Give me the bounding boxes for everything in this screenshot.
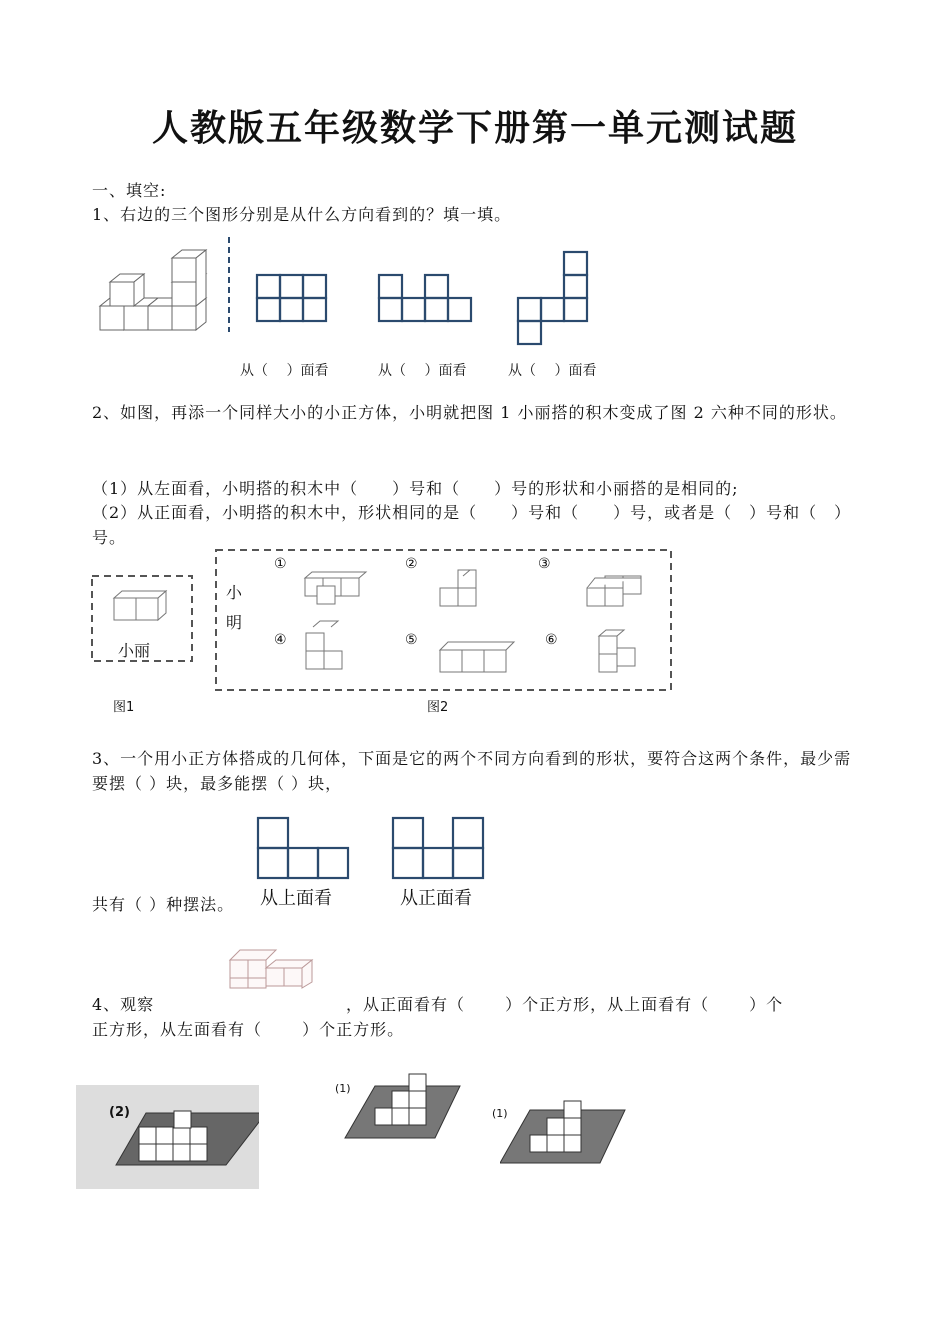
caption-1: 从（ ）面看 [240, 363, 329, 379]
caption-2: 从（ ）面看 [378, 363, 467, 379]
number-3: ③ [538, 556, 551, 572]
view-front-label: 从正面看 [400, 888, 472, 909]
number-2: ② [405, 556, 418, 572]
question-4-text-1: ，从正面看有（ ）个正方形，从上面看有（ ）个 [346, 995, 784, 1014]
q3-views [255, 815, 495, 885]
q1-3d-solid [100, 250, 206, 330]
question-4-prefix: 4、观察 [92, 995, 155, 1014]
front-view [393, 818, 483, 878]
number-1: ① [274, 556, 287, 572]
top-view [258, 818, 348, 878]
xiaoming-block-5 [440, 642, 514, 672]
xiaoming-block-6 [599, 630, 635, 672]
label-b: (1) [335, 1082, 351, 1095]
xiaoming-block-2 [440, 570, 476, 606]
figure-2-caption: 图2 [427, 700, 449, 715]
question-2-part-1: （1）从左面看，小明搭的积木中（ ）号和（ ）号的形状和小丽搭的是相同的; [92, 479, 739, 498]
view-1 [257, 275, 326, 321]
figure-2 [76, 1085, 259, 1189]
view-2 [379, 275, 471, 321]
label-a: (2) [109, 1105, 130, 1120]
question-2-part-2: （2）从正面看，小明搭的积木中，形状相同的是（ ）号和（ ）号，或者是（ ）号和（ ）号。 [92, 503, 852, 547]
figure-1b [500, 1095, 630, 1170]
figure-1-caption: 图1 [113, 700, 135, 715]
xiaoming-label: 小明 [226, 583, 243, 632]
number-6: ⑥ [545, 632, 558, 648]
number-4: ④ [274, 632, 287, 648]
question-4-text-2: 正方形，从左面看有（ ）个正方形。 [92, 1020, 405, 1039]
figure-1a [340, 1068, 470, 1143]
xiaoli-blocks [114, 591, 166, 620]
view-3 [518, 252, 587, 344]
xiaoming-block-3 [587, 576, 641, 606]
xiaoli-label: 小丽 [118, 641, 151, 660]
xiaoming-block-1 [305, 572, 366, 604]
xiaoming-block-4 [306, 621, 342, 669]
q4-solid [225, 938, 320, 994]
number-5: ⑤ [405, 632, 418, 648]
question-3: 3、一个用小正方体搭成的几何体，下面是它的两个不同方向看到的形状，要符合这两个条件，最少需要摆（ ）块，最多能摆（ ）块， [92, 749, 852, 793]
caption-3: 从（ ）面看 [508, 363, 597, 379]
question-1: 1、右边的三个图形分别是从什么方向看到的？填一填。 [92, 205, 512, 224]
q2-figure [90, 548, 680, 718]
section-heading: 一、填空: [92, 181, 167, 200]
label-c: (1) [492, 1107, 508, 1120]
page-title: 人教版五年级数学下册第一单元测试题 [151, 108, 798, 149]
question-2: 2、如图，再添一个同样大小的小正方体，小明就把图 1 小丽搭的积木变成了图 2 六种不同的形状。 [92, 403, 847, 422]
view-top-label: 从上面看 [260, 888, 332, 909]
question-3-tail: 共有（ ）种摆法。 [92, 895, 235, 914]
